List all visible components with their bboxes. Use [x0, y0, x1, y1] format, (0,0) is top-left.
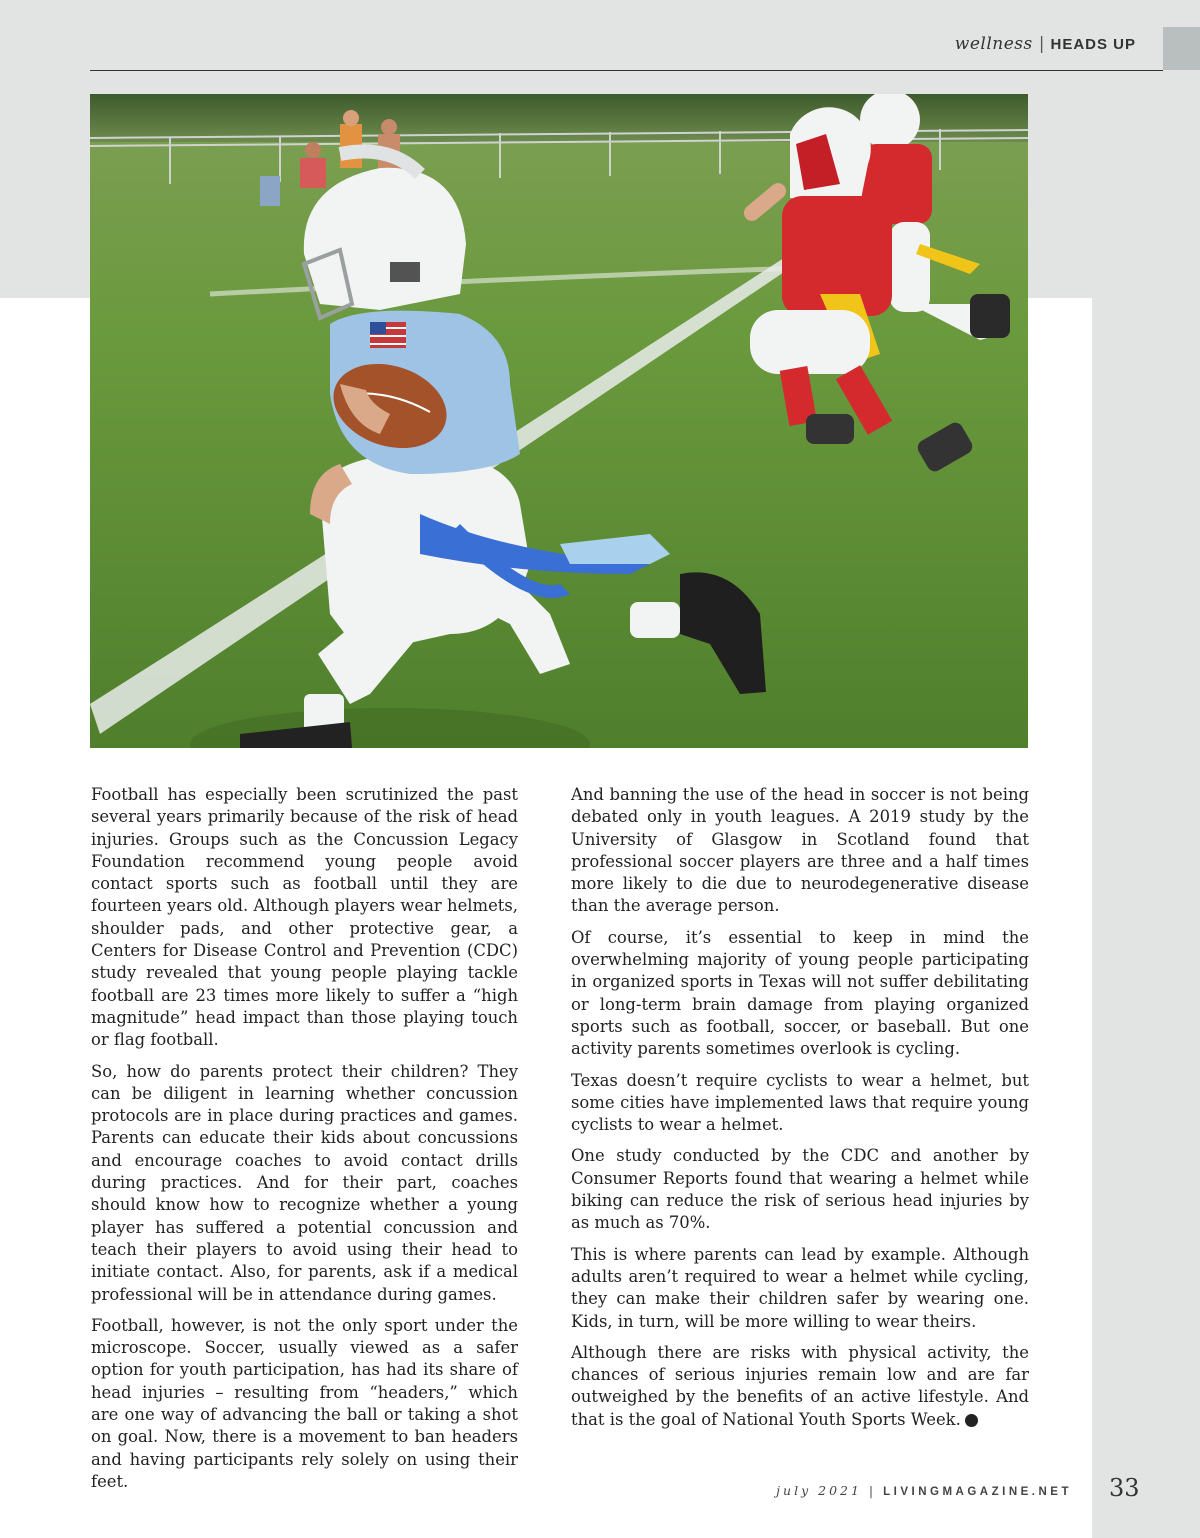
youth-football-photo [90, 94, 1028, 748]
article-column-right [571, 784, 1029, 1440]
paragraph: Texas doesn’t require cyclists to wear a helmet, but some cities have implemented laws that require young cyclists to wear a helmet. [571, 1070, 1029, 1135]
footer-issue: july 2021 [776, 1483, 862, 1498]
section-separator: | [1038, 34, 1045, 54]
paragraph-final-text: Although there are risks with physical activity, the chances of serious injuries remain low and are far outweighed by the benefits of an active lifestyle. And that is the goal of National Youth Sports Week. [571, 1342, 1029, 1429]
end-mark-icon [965, 1414, 978, 1427]
paragraph-final [571, 1342, 1029, 1431]
paragraph: Football, however, is not the only sport under the microscope. Soccer, usually viewed as a safer option for youth participation, has had its share of head injuries – resulting from “headers,” which are one way of advancing the ball or taking a shot on goal. Now, there is a movement to ban headers and having participants rely solely on using their feet. [91, 1315, 518, 1491]
footer-site-link[interactable]: LIVINGMAGAZINE.NET [883, 1486, 1072, 1498]
article-column-left [91, 784, 518, 1502]
paragraph: So, how do parents protect their children? They can be diligent in learning whether concussion protocols are in place during practices and games. Parents can educate their kids about concussions and encourage coaches to avoid contact drills during practices. And for their part, coaches should know how to recognize whether a young player has suffered a potential concussion and teach their players to avoid using their head to initiate contact. Also, for parents, ask if a medical professional will be in attendance during games. [91, 1061, 518, 1304]
footer-separator: | [868, 1483, 877, 1498]
page-footer [776, 1483, 1072, 1498]
paragraph: Football has especially been scrutinized the past several years primarily because of the risk of head injuries. Groups such as the Concussion Legacy Foundation recommend young people avoid contact sports such as football until they are fourteen years old. Although players wear helmets, shoulder pads, and other protective gear, a Centers for Disease Control and Prevention (CDC) study revealed that young people playing tackle football are 23 times more likely to suffer a “high magnitude” head impact than those playing touch or flag football. [91, 785, 518, 1050]
section-topic: HEADS UP [1050, 36, 1136, 53]
article-photo [90, 94, 1028, 748]
section-label [955, 34, 1136, 54]
paragraph: One study conducted by the CDC and another by Consumer Reports found that wearing a helmet while biking can reduce the risk of serious head injuries by as much as 70%. [571, 1146, 1029, 1233]
paragraph: Of course, it’s essential to keep in mind the overwhelming majority of young people participating in organized sports in Texas will not suffer debilitating or long-term brain damage from playing organized sports such as football, soccer, or baseball. But one activity parents sometimes overlook is cycling. [571, 927, 1029, 1059]
paragraph: And banning the use of the head in soccer is not being debated only in youth leagues. A 2019 study by the University of Glasgow in Scotland found that professional soccer players are three and a half times more likely to die due to neurodegenerative disease than the average person. [571, 785, 1029, 916]
section-tab-accent [1163, 27, 1200, 70]
header-rule [90, 70, 1163, 71]
page-number: 33 [1109, 1474, 1140, 1502]
right-margin-band [1092, 0, 1200, 1538]
paragraph: This is where parents can lead by example. Although adults aren’t required to wear a helmet while cycling, they can make their children safer by wearing one. Kids, in turn, will be more willing to wear theirs. [571, 1244, 1029, 1331]
section-category: wellness [954, 34, 1033, 54]
